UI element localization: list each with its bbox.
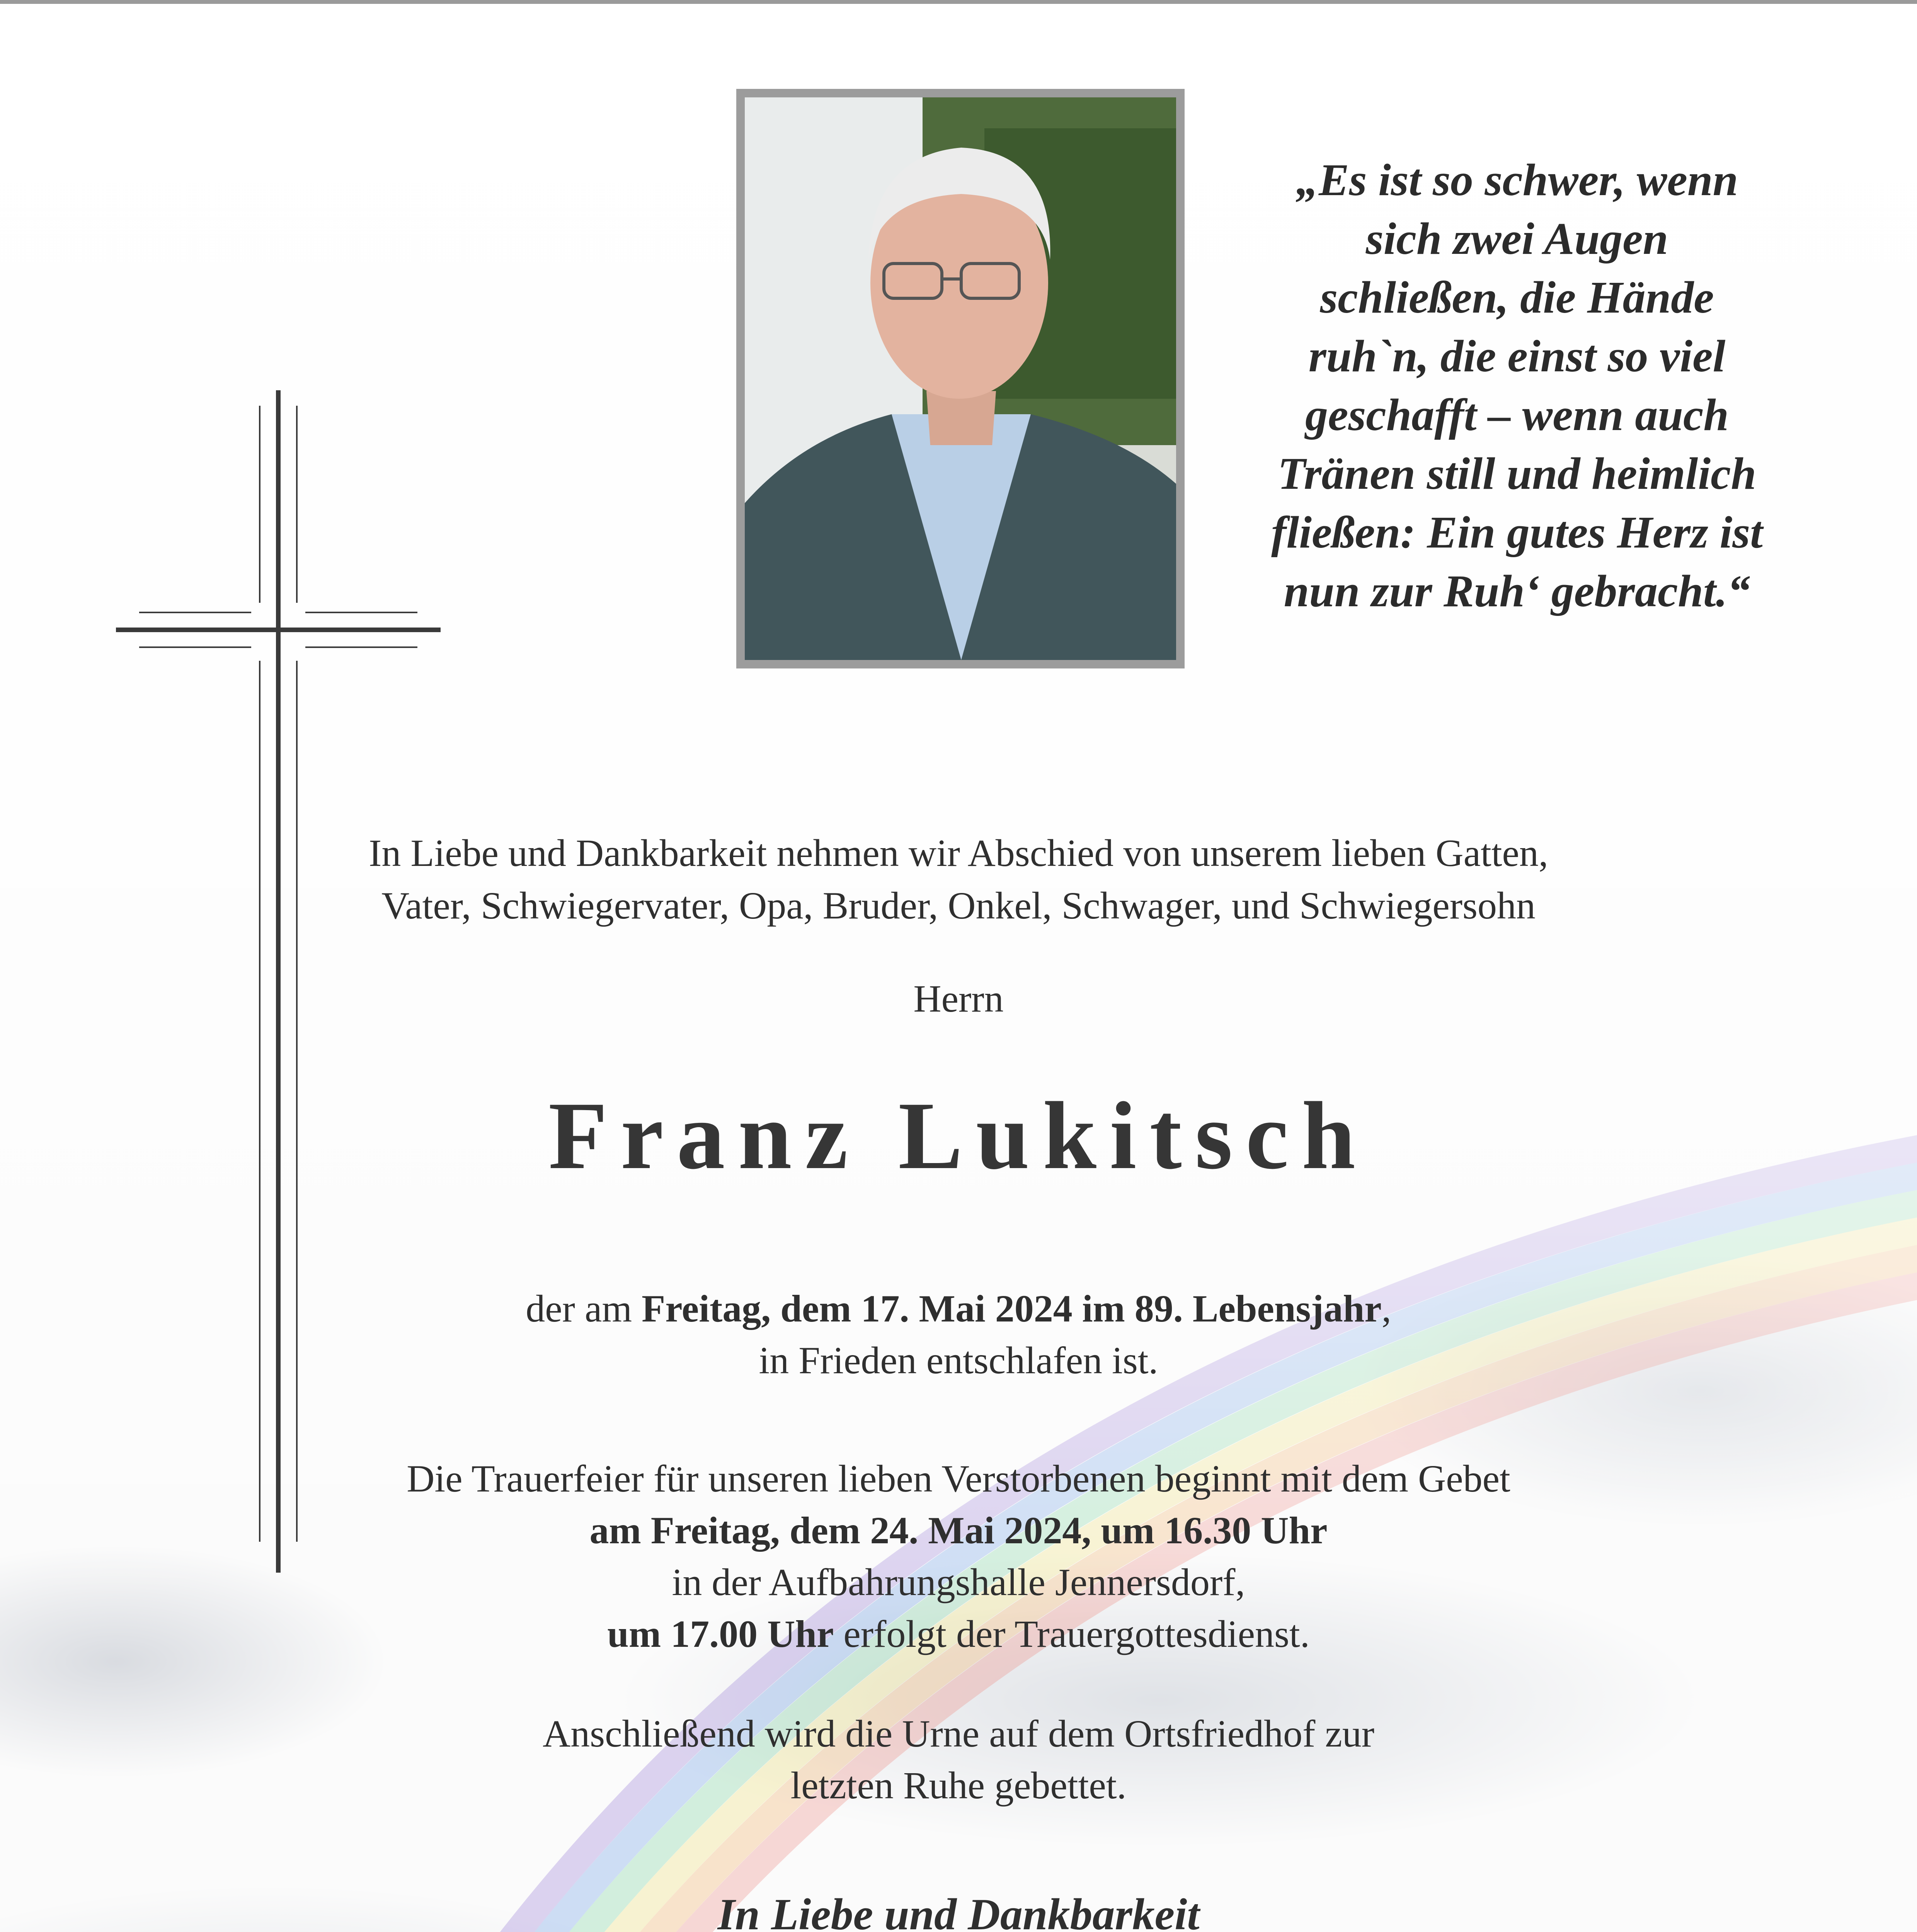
quote-line: ruh`n, die einst so viel [1308, 331, 1726, 381]
quote-line: fließen: Ein gutes Herz ist [1271, 507, 1763, 558]
top-edge-line [0, 0, 1917, 4]
ceremony-date: am Freitag, dem 24. Mai 2024, um 16.30 Uhr [589, 1509, 1328, 1552]
death-line-1 [0, 1283, 1917, 1335]
deceased-name: Franz Lukitsch [548, 1082, 1369, 1189]
death-line-2: in Frieden entschlafen ist. [759, 1339, 1158, 1382]
quote-line: Tränen still und heimlich [1277, 448, 1757, 499]
ceremony-line-2 [0, 1505, 1917, 1556]
quote-line: nun zur Ruh‘ gebracht.“ [1284, 566, 1750, 616]
ceremony-line-3: in der Aufbahrungshalle Jennersdorf, [672, 1561, 1245, 1604]
salutation: Herrn [913, 977, 1004, 1020]
mass-time: um 17.00 Uhr [607, 1612, 834, 1655]
ceremony-line-4 [0, 1608, 1917, 1660]
death-suffix: , [1381, 1287, 1391, 1330]
portrait-photo [745, 97, 1176, 660]
urn-line-2: letzten Ruhe gebettet. [790, 1764, 1127, 1807]
quote-line: schließen, die Hände [1320, 272, 1714, 323]
intro-text [0, 827, 1917, 932]
ceremony-info [0, 1453, 1917, 1660]
portrait-frame [736, 89, 1185, 668]
urn-info [0, 1708, 1917, 1811]
intro-line-1: In Liebe und Dankbarkeit nehmen wir Abschied von unserem lieben Gatten, [369, 832, 1548, 874]
death-notice [0, 1283, 1917, 1386]
quote-line: sich zwei Augen [1365, 213, 1668, 264]
closing-thanks: In Liebe und Dankbarkeit [717, 1890, 1200, 1932]
quote-line: „Es ist so schwer, wenn [1296, 155, 1738, 205]
quote-line: geschafft – wenn auch [1305, 389, 1729, 440]
urn-line-1: Anschließend wird die Urne auf dem Ortsfriedhof zur [542, 1712, 1375, 1755]
death-date: Freitag, dem 17. Mai 2024 im 89. Lebensjahr [642, 1287, 1382, 1330]
death-prefix: der am [526, 1287, 642, 1330]
intro-line-2: Vater, Schwiegervater, Opa, Bruder, Onkel, Schwager, und Schwiegersohn [381, 884, 1536, 927]
memorial-quote [1217, 151, 1817, 621]
mass-text: erfolgt der Trauergottesdienst. [834, 1612, 1310, 1655]
ceremony-line-1: Die Trauerfeier für unseren lieben Verstorbenen beginnt mit dem Gebet [407, 1457, 1510, 1500]
